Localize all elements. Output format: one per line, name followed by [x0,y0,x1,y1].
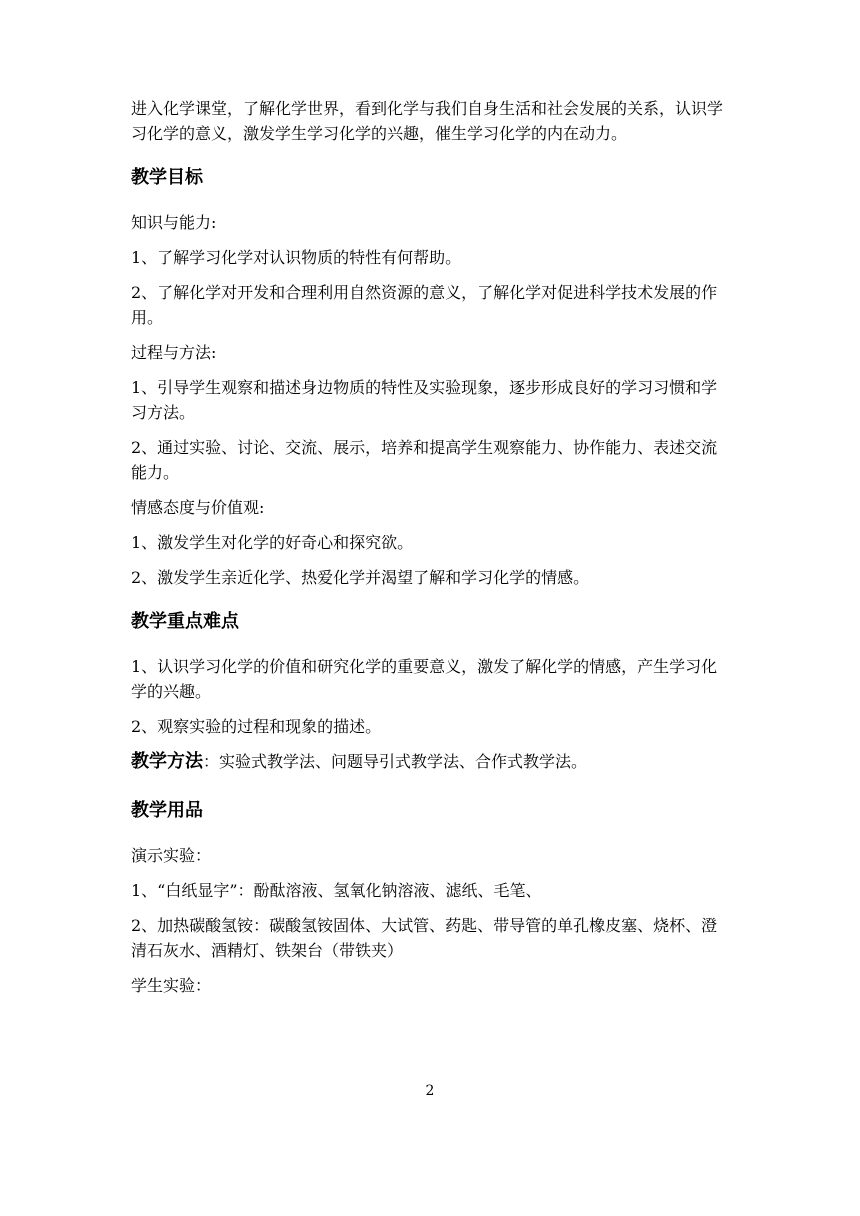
key-points-heading: 教学重点难点 [131,611,239,632]
process-item-1: 1、引导学生观察和描述身边物质的特性及实验现象，逐步形成良好的学习习惯和学习方法。 [131,378,718,422]
knowledge-label: 知识与能力: [131,213,217,232]
emotion-item-2: 2、激发学生亲近化学、热爱化学并渴望了解和学习化学的情感。 [131,568,590,587]
emotion-label: 情感态度与价值观: [131,498,265,517]
teaching-method-label: 教学方法 [131,751,203,772]
knowledge-item-1: 1、了解学习化学对认识物质的特性有何帮助。 [131,248,462,267]
knowledge-item-2: 2、了解化学对开发和合理利用自然资源的意义，了解化学对促进科学技术发展的作用。 [131,283,718,327]
process-label: 过程与方法: [131,343,217,362]
document-page [131,96,731,1008]
key-point-item-1: 1、认识学习化学的价值和研究化学的重要意义，激发了解化学的情感，产生学习化学的兴趣。 [131,657,718,701]
emotion-item-1: 1、激发学生对化学的好奇心和探究欲。 [131,533,414,552]
teaching-method [131,749,731,774]
intro-paragraph: 进入化学课堂，了解化学世界，看到化学与我们自身生活和社会发展的关系，认识学习化学的意义，激发学生学习化学的兴趣，催生学习化学的内在动力。 [131,99,724,143]
demo-item-2: 2、加热碳酸氢铵：碳酸氢铵固体、大试管、药匙、带导管的单孔橡皮塞、烧杯、澄清石灰水、酒精灯、铁架台（带铁夹） [131,916,718,960]
demo-item-1: 1、“白纸显字”：酚酞溶液、氢氧化钠溶液、滤纸、毛笔、 [131,881,542,900]
key-point-item-2: 2、观察实验的过程和现象的描述。 [131,717,382,736]
process-item-2: 2、通过实验、讨论、交流、展示，培养和提高学生观察能力、协作能力、表述交流能力。 [131,438,718,482]
supplies-heading: 教学用品 [131,800,203,821]
student-label: 学生实验： [131,976,212,995]
page-number: 2 [425,1083,435,1099]
teaching-method-text: ：实验式教学法、问题导引式教学法、合作式教学法。 [203,752,588,771]
demo-label: 演示实验： [131,846,212,865]
goals-heading: 教学目标 [131,167,203,188]
